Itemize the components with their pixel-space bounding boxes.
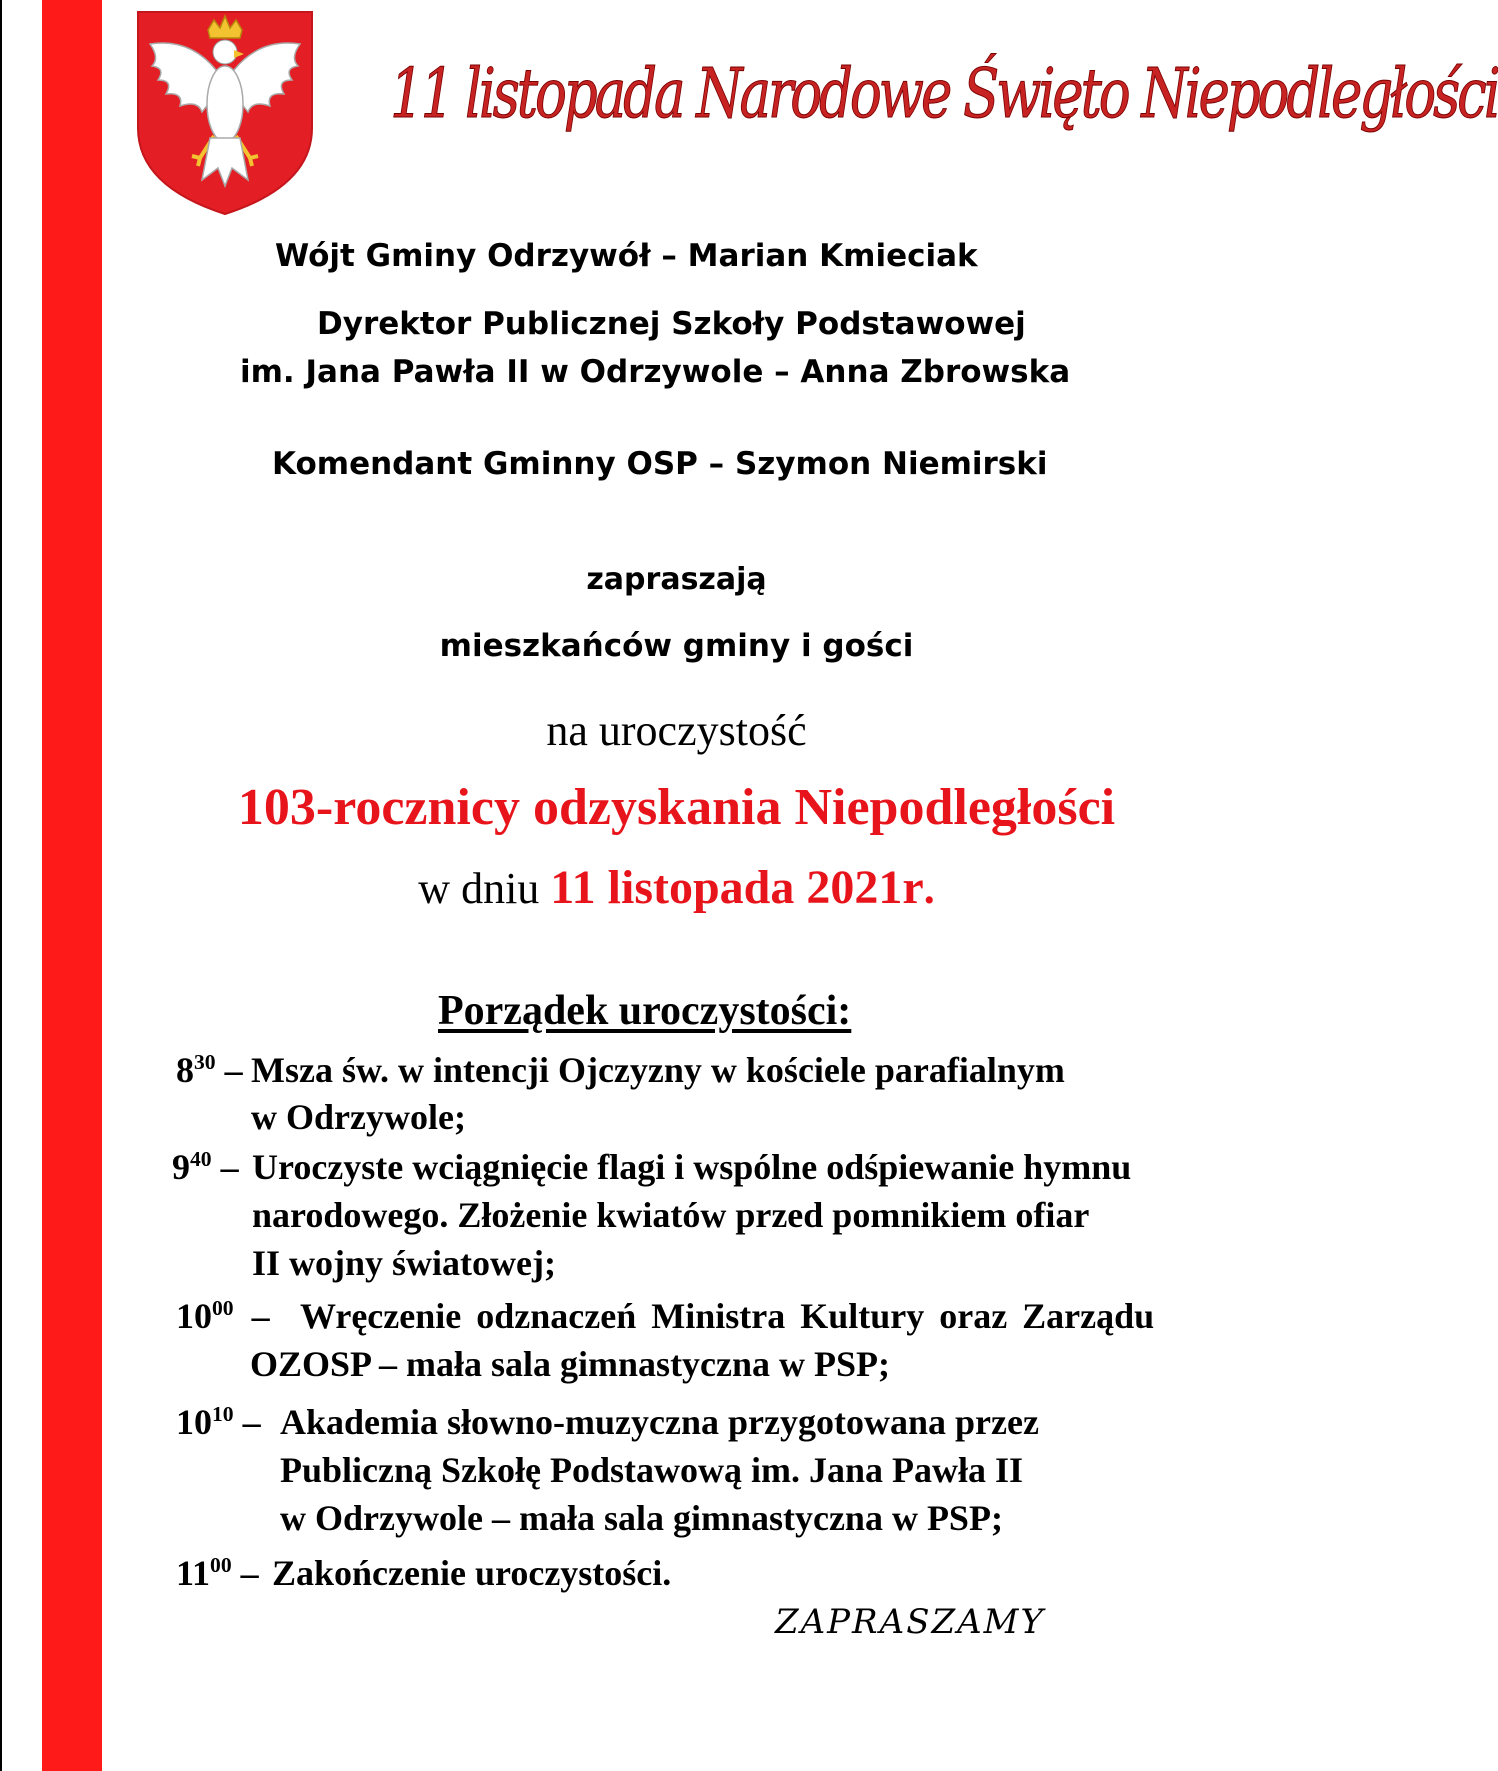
schedule-item-line: Akademia słowno-muzyczna przygotowana przez bbox=[280, 1402, 1039, 1442]
schedule-item-line: Wręczenie odznaczeń Ministra Kultury oraz Zarządu bbox=[300, 1296, 1155, 1336]
closing-text: ZAPRASZAMY bbox=[775, 1602, 1045, 1642]
invite-audience: mieszkańców gminy i gości bbox=[439, 628, 914, 664]
schedule-item-line: II wojny światowej; bbox=[252, 1243, 556, 1283]
headline-title: 11 listopada Narodowe Święto Niepodległości bbox=[390, 55, 1498, 134]
date-suffix: . bbox=[923, 864, 935, 913]
schedule-item-line: w Odrzywole; bbox=[251, 1097, 466, 1137]
organizer-commander: Komendant Gminny OSP – Szymon Niemirski bbox=[272, 446, 1048, 482]
schedule-item-time: $11^{00}$ – bbox=[176, 1553, 259, 1593]
schedule-item-line: Zakończenie uroczystości. bbox=[272, 1553, 672, 1593]
schedule-item-time: $9^{40}$ – bbox=[172, 1147, 239, 1187]
event-date: 11 listopada 2021r bbox=[550, 861, 924, 914]
schedule-item-time: $8^{30}$ – bbox=[176, 1050, 243, 1090]
date-prefix: w dniu bbox=[418, 864, 540, 913]
schedule-item-time: $10^{00}$ – bbox=[176, 1296, 270, 1336]
schedule-item-line: Publiczną Szkołę Podstawową im. Jana Pawła II bbox=[280, 1450, 1024, 1490]
flag-red-stripe bbox=[42, 0, 102, 1771]
invite-verb: zapraszają bbox=[586, 562, 767, 597]
organizer-wojt: Wójt Gminy Odrzywół – Marian Kmieciak bbox=[275, 238, 978, 274]
event-name: 103-rocznicy odzyskania Niepodległości bbox=[237, 779, 1116, 836]
schedule-item-time: $10^{10}$ – bbox=[176, 1402, 261, 1442]
schedule-item-line: w Odrzywole – mała sala gimnastyczna w PSP; bbox=[280, 1498, 1003, 1538]
flag-white-stripe bbox=[0, 0, 42, 1771]
organizer-director-line2: im. Jana Pawła II w Odrzywole – Anna Zbrowska bbox=[240, 354, 1071, 390]
event-intro: na uroczystość bbox=[546, 706, 807, 755]
organizer-director-line1: Dyrektor Publicznej Szkoły Podstawowej bbox=[317, 306, 1026, 342]
schedule-item-line: narodowego. Złożenie kwiatów przed pomnikiem ofiar bbox=[252, 1195, 1090, 1235]
schedule-item-line: Uroczyste wciągnięcie flagi i wspólne odśpiewanie hymnu bbox=[252, 1147, 1132, 1187]
eagle-emblem-icon bbox=[130, 8, 320, 218]
schedule-heading: Porządek uroczystości: bbox=[438, 988, 852, 1034]
schedule-item-line: OZOSP – mała sala gimnastyczna w PSP; bbox=[250, 1344, 891, 1384]
schedule-item-line: Msza św. w intencji Ojczyzny w kościele parafialnym bbox=[251, 1050, 1065, 1090]
event-date-line bbox=[102, 860, 1251, 915]
